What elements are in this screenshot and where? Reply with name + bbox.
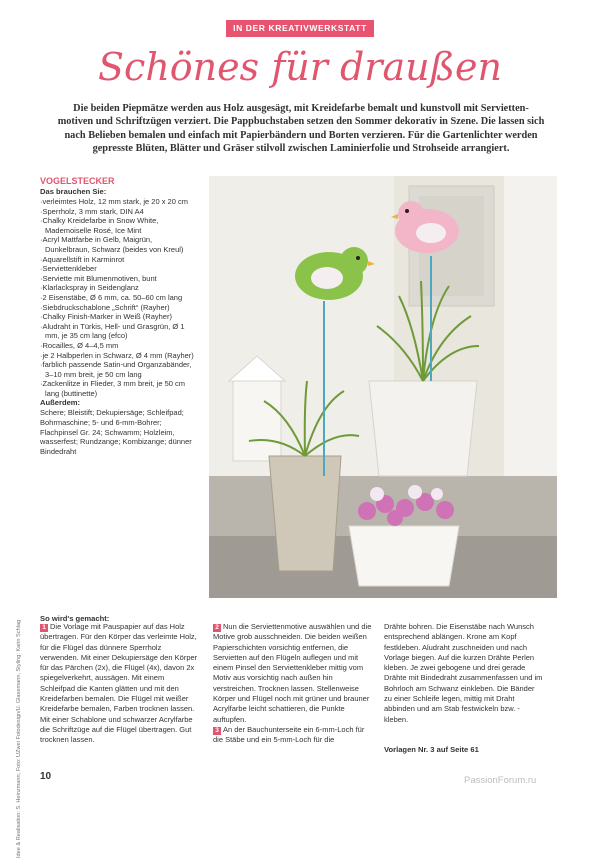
garden-photo	[209, 176, 557, 598]
step-text: Drähte bohren. Die Eisenstäbe nach Wunsch entsprechend ablängen. Krone am Kopf festkleben. Aludraht zuschneiden und nach Vorlage biegen. Auf die kurzen Drähte Perlen kleben. Je zwei gebogene und drei gerade Drähte mit Bindedraht zusammenfassen und im Bohrloch am Schwanz einkleben. Die Bänder zu einer Schleife legen, mittig mit Draht abbinden und am Stab festwickeln bzw. -kleben.	[384, 622, 543, 724]
step-number: 1	[40, 624, 48, 632]
instructions-column-2	[213, 622, 373, 746]
step-text: An der Bauchunterseite ein 6-mm-Loch für die Stäbe und ein 5-mm-Loch für die	[213, 724, 365, 745]
bird-planter-illustration	[209, 176, 557, 598]
templates-note: Vorlagen Nr. 3 auf Seite 61	[384, 745, 479, 754]
materials-item: · Chalky Finish-Marker in Weiß (Rayher)	[40, 312, 195, 322]
sidebar-heading: VOGELSTECKER	[40, 176, 115, 186]
materials-item: · verleimtes Holz, 12 mm stark, je 20 x 20 cm	[40, 197, 195, 207]
instruction-step	[213, 622, 373, 725]
materials-item: · farblich passende Satin-und Organzabänder, 3–10 mm breit, je 50 cm lang	[40, 360, 195, 379]
materials-item: · Aquarellstift in Karminrot	[40, 255, 195, 265]
instruction-step	[213, 725, 373, 746]
materials-item: · 2 Eisenstäbe, Ø 6 mm, ca. 50–60 cm lang	[40, 293, 195, 303]
step-text: Nun die Serviettenmotive auswählen und die Motive grob ausschneiden. Die beiden weißen Papierschichten vorsichtig entfernen, die Servietten auf den Flügeln auflegen und mit einem Pinsel den Serviettenkleber mittig vom Motiv aus vorsichtig nach außen hin verstreichen. Trocknen lassen. Stellenweise Körper und Flügel noch mit grüner und brauner Acrylfarbe leicht schattieren, die Punkte auftupfen.	[213, 622, 372, 724]
materials-sidebar	[40, 176, 195, 456]
instructions-column-3	[384, 622, 544, 725]
materials-item: · Serviette mit Blumenmotiven, bunt	[40, 274, 195, 284]
instructions-column-1	[40, 622, 200, 746]
materials-item: · Chalky Kreidefarbe in Snow White, Mademoiselle Rosé, Ice Mint	[40, 216, 195, 235]
materials-item: · Aludraht in Türkis, Hell- und Grasgrün, Ø 1 mm, je 35 cm lang (efco)	[40, 322, 195, 341]
step-text: Die Vorlage mit Pauspapier auf das Holz übertragen. Für den Körper das verleimte Holz, für die Flügel das dünnere Sperrholz verwenden. Mit einer Dekupiersäge den Körper für das Pärchen (2x), die Flügel (4x), davon 2x spiegelverkehrt, aussägen. Mit einem Schleifpad die Kanten glätten und mit den Kreidefarben bemalen. Die Flügel mit weißer Kreidefarbe bemalen, Farben trocknen lassen. Mit einer Schablone und schwarzer Acrylfarbe die Schriftzüge auf die Flügel übertragen. Gut trocknen lassen.	[40, 622, 198, 745]
page-number: 10	[40, 771, 52, 782]
materials-item: · Siebdruckschablone „Schrift“ (Rayher)	[40, 303, 195, 313]
materials-item: · Zackenlitze in Flieder, 3 mm breit, je 50 cm lang (buttinette)	[40, 379, 195, 398]
materials-item: · Serviettenkleber	[40, 264, 195, 274]
materials-list	[40, 197, 195, 398]
page-title: Schönes für draußen	[98, 45, 502, 89]
step-number: 3	[213, 727, 221, 735]
watermark: PassionForum.ru	[464, 775, 537, 786]
lead-paragraph: Die beiden Piepmätze werden aus Holz ausgesägt, mit Kreidefarbe bemalt und kunstvoll mit Servietten-motiven und Schriftzügen verziert. Die Pappbuchstaben setzen den Sommer dekorativ in Szene. Die lassen sich nach Belieben bemalen und einfach mit Papierbändern und Borten verzieren. Für die Gartenlichter werden gepresste Blüten, Blätter und Gräser stilvoll zwischen Laminierfolie und Strohseide arrangiert.	[57, 103, 545, 155]
materials-item: · Sperrholz, 3 mm stark, DIN A4	[40, 207, 195, 217]
also-text: Schere; Bleistift; Dekupiersäge; Schleifpad; Bohrmaschine; 5- und 6-mm-Bohrer; Flachpinsel Gr. 24; Schwamm; Holzleim, wasserfest; Rundzange; Kombizange; dünner Bindedraht	[40, 408, 192, 456]
materials-item: · je 2 Halbperlen in Schwarz, Ø 4 mm (Rayher)	[40, 351, 195, 361]
materials-item: · Klarlackspray in Seidenglanz	[40, 283, 195, 293]
materials-item: · Acryl Mattfarbe in Gelb, Maigrün, Dunkelbraun, Schwarz (beides von Kreul)	[40, 235, 195, 254]
section-banner: IN DER KREATIVWERKSTATT	[226, 20, 374, 37]
instruction-step	[40, 622, 200, 746]
materials-item: · Rocailles, Ø 4–4,5 mm	[40, 341, 195, 351]
photo-credit: Idee & Realisation: S. Heinzmann; Foto: UZwei Fotodesign/U. Glasemann, Styling: Karin Schlag	[16, 619, 22, 858]
instruction-step	[384, 622, 544, 725]
step-number: 2	[213, 624, 221, 632]
needs-label: Das brauchen Sie:	[40, 187, 107, 196]
instructions-heading: So wird's gemacht:	[40, 614, 110, 623]
also-label: Außerdem:	[40, 398, 81, 408]
